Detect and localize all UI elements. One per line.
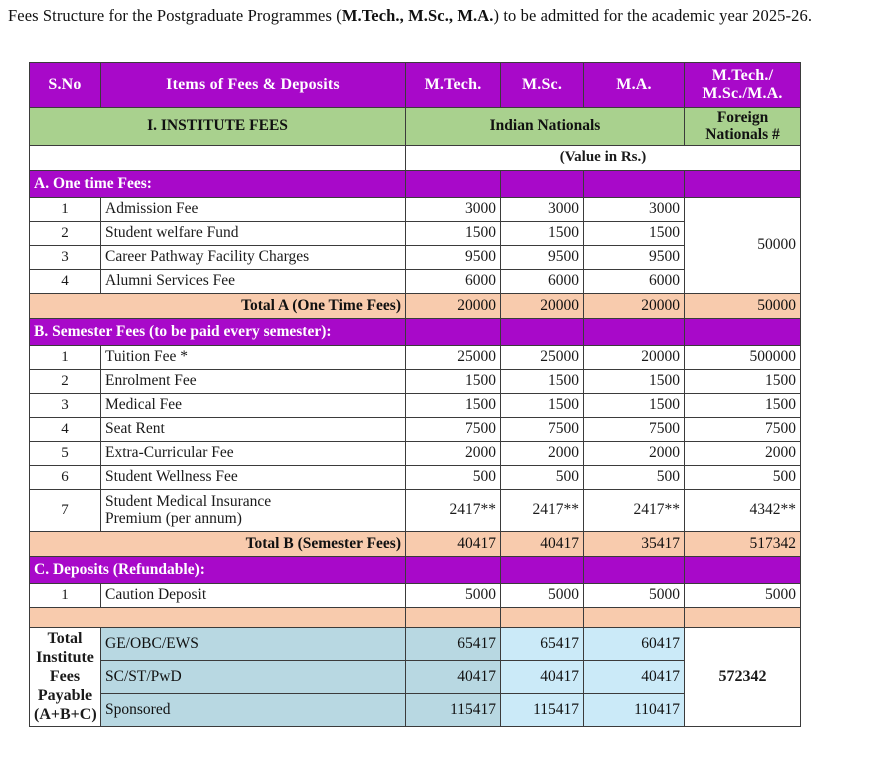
category-ge-obc-ews: GE/OBC/EWS — [101, 627, 406, 660]
row-foreign: 500000 — [685, 345, 801, 369]
row-sno: 3 — [30, 393, 101, 417]
section-b-heading-row — [30, 318, 801, 345]
spacer-row — [30, 607, 801, 627]
row-mtech: 2000 — [406, 441, 501, 465]
section-a-heading: A. One time Fees: — [30, 170, 406, 197]
row-ma: 7500 — [584, 417, 685, 441]
grand-sp-msc: 115417 — [501, 693, 584, 726]
page-title — [8, 5, 838, 28]
grand-total-label — [30, 627, 101, 726]
section-b-heading: B. Semester Fees (to be paid every semester): — [30, 318, 406, 345]
table-row — [30, 393, 801, 417]
row-mtech: 1500 — [406, 393, 501, 417]
row-ma: 2000 — [584, 441, 685, 465]
category-sc-st-pwd: SC/ST/PwD — [101, 660, 406, 693]
value-unit-note: (Value in Rs.) — [406, 145, 801, 170]
row-sno: 1 — [30, 583, 101, 607]
section-a-pad-msc — [501, 170, 584, 197]
row-item: Career Pathway Facility Charges — [101, 245, 406, 269]
row-mtech: 6000 — [406, 269, 501, 293]
row-msc: 7500 — [501, 417, 584, 441]
row-item: Admission Fee — [101, 197, 406, 221]
total-b-mtech: 40417 — [406, 531, 501, 556]
row-msc: 3000 — [501, 197, 584, 221]
section-c-pad-mtech — [406, 556, 501, 583]
header-combined — [685, 63, 801, 108]
row-item: Tuition Fee * — [101, 345, 406, 369]
row-mtech: 500 — [406, 465, 501, 489]
total-b-label: Total B (Semester Fees) — [30, 531, 406, 556]
row-foreign: 5000 — [685, 583, 801, 607]
row-mtech: 25000 — [406, 345, 501, 369]
row-mtech: 2417** — [406, 489, 501, 531]
section-b-pad-msc — [501, 318, 584, 345]
institute-fees-band-row — [30, 108, 801, 146]
grand-sp-mtech: 115417 — [406, 693, 501, 726]
row-foreign: 4342** — [685, 489, 801, 531]
row-item: Student welfare Fund — [101, 221, 406, 245]
row-mtech: 9500 — [406, 245, 501, 269]
spacer-msc — [501, 607, 584, 627]
row-msc: 5000 — [501, 583, 584, 607]
spacer-ma — [584, 607, 685, 627]
row-mtech: 7500 — [406, 417, 501, 441]
row-item-line1: Student Medical Insurance — [105, 492, 272, 510]
section-c-pad-msc — [501, 556, 584, 583]
header-msc: M.Sc. — [501, 63, 584, 108]
band-foreign-nationals — [685, 108, 801, 146]
section-c-pad-ma — [584, 556, 685, 583]
table-row — [30, 583, 801, 607]
table-row — [30, 489, 801, 531]
table-row — [30, 417, 801, 441]
row-item: Medical Fee — [101, 393, 406, 417]
row-sno: 1 — [30, 197, 101, 221]
title-programmes: M.Tech., M.Sc., M.A. — [341, 6, 494, 25]
row-item: Alumni Services Fee — [101, 269, 406, 293]
row-msc: 500 — [501, 465, 584, 489]
grand-sc-msc: 40417 — [501, 660, 584, 693]
row-sno: 4 — [30, 269, 101, 293]
row-item: Enrolment Fee — [101, 369, 406, 393]
row-msc: 1500 — [501, 369, 584, 393]
row-ma: 2417** — [584, 489, 685, 531]
spacer-left — [30, 607, 406, 627]
row-ma: 3000 — [584, 197, 685, 221]
total-b-msc: 40417 — [501, 531, 584, 556]
grand-total-label-line1: Total Institute Fees — [36, 629, 94, 686]
spacer-foreign — [685, 607, 801, 627]
row-mtech: 5000 — [406, 583, 501, 607]
grand-total-foreign: 572342 — [685, 627, 801, 726]
row-item-line2: Premium (per annum) — [105, 510, 242, 528]
grand-total-row — [30, 627, 801, 660]
total-b-foreign: 517342 — [685, 531, 801, 556]
row-sno: 3 — [30, 245, 101, 269]
row-item: Seat Rent — [101, 417, 406, 441]
section-c-heading-row — [30, 556, 801, 583]
table-row — [30, 345, 801, 369]
section-b-pad-mtech — [406, 318, 501, 345]
section-a-heading-row — [30, 170, 801, 197]
total-b-ma: 35417 — [584, 531, 685, 556]
title-text-part1: Fees Structure for the Postgraduate Programmes ( — [8, 6, 342, 25]
row-ma: 9500 — [584, 245, 685, 269]
row-msc: 6000 — [501, 269, 584, 293]
row-item: Student Wellness Fee — [101, 465, 406, 489]
grand-sp-ma: 110417 — [584, 693, 685, 726]
row-msc: 1500 — [501, 393, 584, 417]
row-sno: 5 — [30, 441, 101, 465]
section-a-pad-foreign — [685, 170, 801, 197]
section-c-heading: C. Deposits (Refundable): — [30, 556, 406, 583]
total-a-msc: 20000 — [501, 293, 584, 318]
header-combined-line1: M.Tech./ — [711, 66, 774, 84]
row-ma: 1500 — [584, 393, 685, 417]
row-sno: 4 — [30, 417, 101, 441]
fees-table — [29, 62, 801, 727]
row-ma: 500 — [584, 465, 685, 489]
row-sno: 1 — [30, 345, 101, 369]
grand-ge-mtech: 65417 — [406, 627, 501, 660]
row-msc: 25000 — [501, 345, 584, 369]
total-a-ma: 20000 — [584, 293, 685, 318]
total-a-label: Total A (One Time Fees) — [30, 293, 406, 318]
total-a-foreign: 50000 — [685, 293, 801, 318]
row-ma: 6000 — [584, 269, 685, 293]
band-foreign-line2: Nationals # — [705, 126, 780, 144]
row-foreign: 7500 — [685, 417, 801, 441]
row-foreign: 1500 — [685, 393, 801, 417]
section-c-pad-foreign — [685, 556, 801, 583]
row-msc: 9500 — [501, 245, 584, 269]
table-row — [30, 369, 801, 393]
table-header-row — [30, 63, 801, 108]
row-item: Caution Deposit — [101, 583, 406, 607]
value-unit-row — [30, 145, 801, 170]
header-mtech: M.Tech. — [406, 63, 501, 108]
row-sno: 6 — [30, 465, 101, 489]
spacer-mtech — [406, 607, 501, 627]
row-item: Extra-Curricular Fee — [101, 441, 406, 465]
title-text-part2: ) to be admitted for the academic year 2025-26. — [493, 6, 813, 25]
row-sno: 7 — [30, 489, 101, 531]
grand-ge-msc: 65417 — [501, 627, 584, 660]
row-sno: 2 — [30, 369, 101, 393]
row-sno: 2 — [30, 221, 101, 245]
row-ma: 5000 — [584, 583, 685, 607]
section-a-pad-mtech — [406, 170, 501, 197]
header-combined-line2: M.Sc./M.A. — [702, 85, 783, 102]
section-b-pad-ma — [584, 318, 685, 345]
row-ma: 1500 — [584, 369, 685, 393]
total-a-mtech: 20000 — [406, 293, 501, 318]
grand-sc-mtech: 40417 — [406, 660, 501, 693]
row-foreign: 2000 — [685, 441, 801, 465]
section-a-foreign-merged: 50000 — [685, 197, 801, 293]
row-mtech: 1500 — [406, 369, 501, 393]
row-ma: 20000 — [584, 345, 685, 369]
row-item — [101, 489, 406, 531]
row-msc: 1500 — [501, 221, 584, 245]
category-sponsored: Sponsored — [101, 693, 406, 726]
header-items: Items of Fees & Deposits — [101, 63, 406, 108]
row-foreign: 1500 — [685, 369, 801, 393]
total-b-row — [30, 531, 801, 556]
grand-ge-ma: 60417 — [584, 627, 685, 660]
section-a-pad-ma — [584, 170, 685, 197]
table-row — [30, 465, 801, 489]
grand-total-label-line2: Payable (A+B+C) — [34, 687, 97, 724]
section-b-pad-foreign — [685, 318, 801, 345]
header-ma: M.A. — [584, 63, 685, 108]
row-foreign: 500 — [685, 465, 801, 489]
table-row — [30, 441, 801, 465]
grand-sc-ma: 40417 — [584, 660, 685, 693]
row-mtech: 3000 — [406, 197, 501, 221]
band-foreign-line1: Foreign — [716, 109, 769, 126]
row-mtech: 1500 — [406, 221, 501, 245]
total-a-row — [30, 293, 801, 318]
table-row — [30, 197, 801, 221]
row-msc: 2417** — [501, 489, 584, 531]
row-ma: 1500 — [584, 221, 685, 245]
header-sno: S.No — [30, 63, 101, 108]
band-institute-fees: I. INSTITUTE FEES — [30, 108, 406, 146]
row-msc: 2000 — [501, 441, 584, 465]
value-unit-blank — [30, 145, 406, 170]
band-indian-nationals: Indian Nationals — [406, 108, 685, 146]
